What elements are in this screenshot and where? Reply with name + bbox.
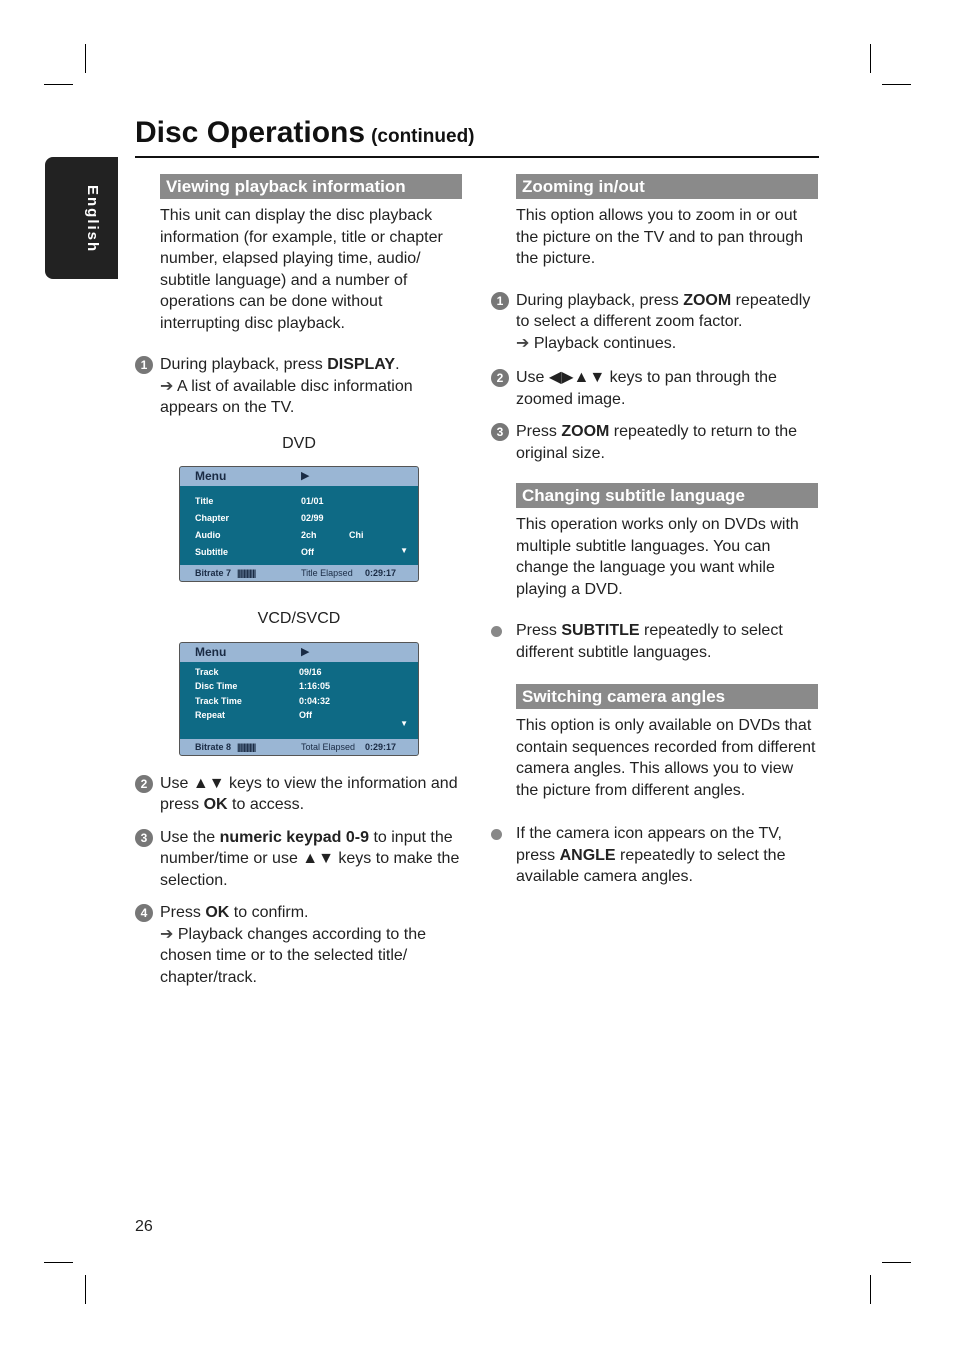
- screen-row: [195, 544, 418, 561]
- step-text: During playback, press: [516, 291, 684, 309]
- result-arrow-icon: ➔: [160, 925, 174, 943]
- elapsed-label: Title Elapsed: [301, 568, 353, 578]
- row-value: Off: [299, 710, 312, 720]
- result-arrow-icon: ➔: [516, 334, 530, 352]
- viewing-step-4: [140, 902, 462, 988]
- crop-mark: [882, 1262, 911, 1263]
- section-heading-viewing: Viewing playback information: [160, 174, 462, 199]
- key-subtitle: SUBTITLE: [561, 622, 640, 639]
- screen-menu-bar: [180, 643, 418, 662]
- row-value: 09/16: [299, 666, 322, 677]
- screen-row: [195, 493, 418, 510]
- step-text: repeatedly to select different subtitle languages.: [516, 622, 783, 661]
- step-number-icon: 1: [135, 356, 153, 374]
- elapsed-label: Total Elapsed: [301, 741, 356, 752]
- play-icon: ▶: [301, 470, 310, 482]
- zoom-intro: This option allows you to zoom in or out the picture on the TV and to pan through the picture.: [516, 207, 804, 267]
- bitrate-bars-icon: ||||||||||||: [237, 741, 256, 752]
- vcd-info-screen: [179, 642, 419, 756]
- key-display: DISPLAY: [327, 356, 396, 373]
- step-number-icon: 4: [135, 904, 153, 922]
- arrow-keys-icon: ▲▼: [302, 850, 334, 867]
- step-number-icon: 2: [135, 775, 153, 793]
- elapsed-time: 0:29:17: [365, 741, 397, 752]
- row-label: Subtitle: [195, 547, 228, 557]
- row-label: Disc Time: [195, 681, 238, 691]
- row-value: 01/01: [301, 496, 324, 506]
- row-value: 2ch: [301, 530, 317, 540]
- key-zoom: ZOOM: [561, 423, 610, 440]
- row-label: Chapter: [195, 513, 230, 523]
- step-number-icon: 3: [491, 423, 509, 441]
- step-result: A list of available disc information appears on the TV.: [160, 377, 413, 416]
- crop-mark: [870, 1275, 871, 1304]
- viewing-step-3: [140, 827, 462, 892]
- page-title-main: Disc Operations: [135, 116, 366, 149]
- step-text: repeatedly to select the available camera angles.: [516, 846, 786, 885]
- key-ok: OK: [203, 796, 228, 813]
- screen-menu-label: Menu: [195, 469, 227, 483]
- row-value: 02/99: [301, 513, 324, 523]
- bullet-icon: [491, 829, 502, 840]
- zoom-step-1: [496, 290, 818, 355]
- scroll-down-icon: ▼: [400, 719, 408, 728]
- step-text: keys to view the information and press: [160, 774, 458, 813]
- left-column: [140, 174, 462, 988]
- key-ok: OK: [205, 904, 230, 921]
- step-text: repeatedly to select a different zoom factor.: [516, 291, 811, 330]
- page-title: [135, 116, 475, 150]
- language-tab: [45, 157, 118, 279]
- section-heading-angles: Switching camera angles: [516, 684, 818, 709]
- key-numeric-keypad: numeric keypad 0-9: [219, 828, 369, 846]
- step-text: Press: [160, 904, 206, 921]
- title-rule: [135, 156, 819, 158]
- crop-mark: [44, 1262, 73, 1263]
- dvd-info-screen: [179, 466, 419, 582]
- step-text: Press: [516, 622, 562, 639]
- row-value: 1:16:05: [299, 681, 331, 691]
- step-text: Use: [160, 774, 193, 792]
- right-column: [496, 174, 818, 888]
- row-value: 0:04:32: [299, 695, 331, 706]
- arrow-keys-icon: ▲▼: [192, 774, 225, 792]
- screen-row: [195, 527, 418, 544]
- step-result: Playback continues.: [529, 334, 677, 352]
- key-angle: ANGLE: [559, 846, 616, 864]
- section-heading-zoom: Zooming in/out: [516, 174, 818, 199]
- row-label: Audio: [195, 530, 221, 540]
- step-number-icon: 3: [135, 829, 153, 847]
- step-text: .: [395, 356, 400, 373]
- step-text: keys to make the selection.: [160, 850, 460, 889]
- crop-mark: [882, 84, 911, 85]
- screen-status-bar: [180, 565, 418, 581]
- page-title-continued: (continued): [371, 126, 475, 147]
- viewing-step-2: [140, 773, 462, 816]
- row-extra: Chi: [349, 530, 364, 540]
- step-text: to access.: [227, 796, 305, 813]
- zoom-step-3: [496, 421, 818, 464]
- screen-row: [195, 665, 418, 680]
- screen-status-bar: [180, 739, 418, 755]
- zoom-step-2: [496, 367, 818, 410]
- step-text: Press: [516, 423, 562, 440]
- crop-mark: [85, 1275, 86, 1304]
- screen-rows: [180, 486, 418, 565]
- row-label: Title: [195, 496, 214, 506]
- crop-mark: [44, 84, 73, 85]
- arrow-keys-icon: ◀▶▲▼: [548, 369, 606, 386]
- screen-row: [195, 510, 418, 527]
- row-label: Repeat: [195, 710, 226, 720]
- bitrate-bars-icon: ||||||||||||: [237, 568, 256, 578]
- subtitle-intro: This operation works only on DVDs with multiple subtitle languages. You can change the language you want while playing a DVD.: [516, 516, 799, 598]
- viewing-intro: This unit can display the disc playback information (for example, title or chapter number, elapsed playing time, audio/ subtitle language) and a number of operations can be done without interrupting disc playback.: [160, 207, 443, 332]
- screen-rows: [180, 662, 418, 739]
- step-text: keys to pan through the zoomed image.: [516, 369, 777, 408]
- key-zoom: ZOOM: [683, 291, 732, 309]
- step-text: to input the number/time or use: [160, 828, 453, 867]
- step-text: Use: [516, 369, 549, 386]
- language-tab-label: English: [84, 185, 101, 254]
- viewing-step-1: [140, 354, 462, 419]
- step-text: During playback, press: [160, 356, 328, 373]
- step-text: If the camera icon appears on the TV, press: [516, 825, 782, 864]
- dvd-caption: DVD: [282, 434, 316, 452]
- crop-mark: [85, 44, 86, 73]
- bullet-icon: [491, 626, 502, 637]
- screen-row: [195, 679, 418, 694]
- screen-menu-label: Menu: [195, 644, 227, 659]
- row-label: Track Time: [195, 695, 242, 706]
- page-number: 26: [135, 1218, 153, 1235]
- result-arrow-icon: ➔: [160, 377, 174, 395]
- step-text: Use the: [160, 828, 220, 846]
- step-result: Playback changes according to the chosen time or to the selected title/ chapter/track.: [160, 925, 427, 986]
- angles-bullet: [516, 823, 818, 888]
- play-icon: ▶: [301, 645, 310, 658]
- elapsed-time: 0:29:17: [365, 568, 397, 578]
- subtitle-bullet: [516, 620, 818, 663]
- row-value: Off: [301, 547, 314, 557]
- angles-intro: This option is only available on DVDs that contain sequences recorded from different camera angles. This allows you to view the picture from different angles.: [516, 717, 816, 799]
- row-label: Track: [195, 666, 219, 677]
- bitrate-label: Bitrate 8: [195, 741, 232, 752]
- screen-row: [195, 708, 418, 723]
- step-number-icon: 2: [491, 369, 509, 387]
- crop-mark: [870, 44, 871, 73]
- scroll-down-icon: ▼: [400, 545, 408, 555]
- section-heading-subtitle: Changing subtitle language: [516, 483, 818, 508]
- step-text: to confirm.: [229, 904, 309, 921]
- screen-row: [195, 694, 418, 709]
- screen-menu-bar: [180, 467, 418, 486]
- step-number-icon: 1: [491, 292, 509, 310]
- step-text: repeatedly to return to the original size.: [516, 423, 798, 462]
- vcd-caption: VCD/SVCD: [257, 610, 341, 627]
- bitrate-label: Bitrate 7: [195, 568, 232, 578]
